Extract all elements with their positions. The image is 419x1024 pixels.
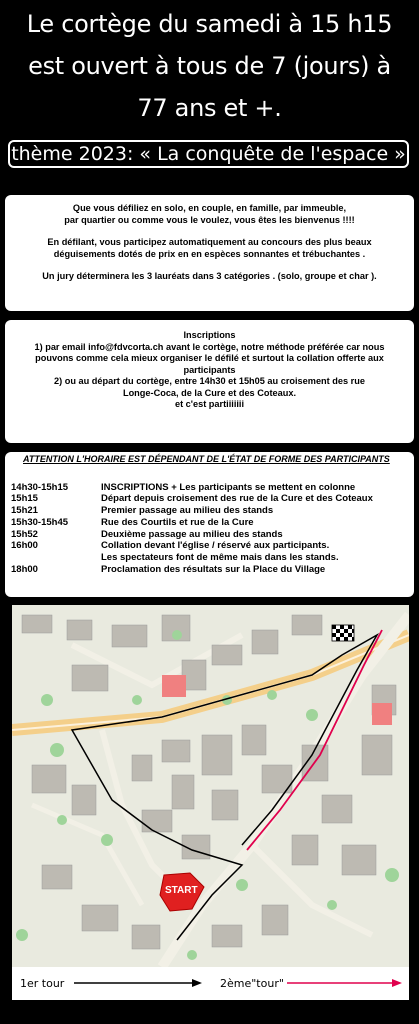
legend-tour-2: 2ème"tour" xyxy=(220,977,284,990)
inscriptions-box xyxy=(5,320,414,443)
title-line-3: 77 ans et +. xyxy=(137,94,282,122)
schedule-desc: Départ depuis croisement des rue de la Cure et des Coteaux xyxy=(101,493,373,505)
schedule-desc: Les spectateurs font de même mais dans les stands. xyxy=(101,552,339,564)
schedule-time xyxy=(11,552,101,564)
schedule-box xyxy=(5,452,414,597)
schedule-desc: Collation devant l'église / réservé aux participants. xyxy=(101,540,330,552)
schedule-desc: Premier passage au milieu des stands xyxy=(101,505,274,517)
schedule-time: 15h21 xyxy=(11,505,38,517)
legend-tour-1: 1er tour xyxy=(20,977,65,990)
schedule-time: 16h00 xyxy=(11,540,38,552)
schedule-row xyxy=(11,517,408,529)
page-title xyxy=(0,0,419,130)
schedule-list xyxy=(11,482,408,576)
schedule-row xyxy=(11,505,408,517)
schedule-desc: Rue des Courtils et rue de la Cure xyxy=(101,516,254,528)
schedule-row xyxy=(11,540,408,552)
schedule-desc: Proclamation des résultats sur la Place du Village xyxy=(101,564,326,576)
inscriptions-heading: Inscriptions xyxy=(183,330,236,340)
intro-box xyxy=(5,195,414,311)
schedule-row xyxy=(11,564,408,576)
route-map-graphic xyxy=(12,605,409,967)
theme-banner: thème 2023: « La conquête de l'espace » xyxy=(8,140,409,168)
schedule-row xyxy=(11,493,408,505)
schedule-time: 14h30-15h15 xyxy=(11,481,69,493)
route-legend xyxy=(12,967,409,1000)
inscriptions-text: 1) par email info@fdvcorta.ch avant le cortège, notre méthode préférée car nous xyxy=(34,341,385,352)
title-line-2: est ouvert à tous de 7 (jours) à xyxy=(28,52,391,80)
intro-text: Que vous défiliez en solo, en couple, en famille, par immeuble, xyxy=(72,203,347,213)
schedule-time: 15h52 xyxy=(11,528,38,540)
intro-text: déguisements dotés de prix en en espèces sonnantes et trébuchantes . xyxy=(53,248,366,259)
inscriptions-text: participants xyxy=(183,364,236,375)
schedule-row xyxy=(11,552,408,564)
start-label: START xyxy=(165,885,198,896)
schedule-time: 18h00 xyxy=(11,564,38,576)
route-map xyxy=(12,605,409,967)
schedule-row xyxy=(11,529,408,541)
intro-text: par quartier ou comme vous le voulez, vous êtes les bienvenus !!!! xyxy=(64,214,355,225)
inscriptions-text: Longe-Coca, de la Cure et des Coteaux. xyxy=(122,387,297,398)
inscriptions-text: pouvons comme cela mieux organiser le défilé et surtout la collation offerte aux xyxy=(35,353,384,363)
schedule-desc: Deuxième passage au milieu des stands xyxy=(101,528,283,540)
inscriptions-text: 2) ou au départ du cortège, entre 14h30 et 15h05 au croisement des rue xyxy=(54,376,365,386)
schedule-time: 15h15 xyxy=(11,493,38,505)
intro-text: Un jury déterminera les 3 lauréats dans 3 catégories . (solo, groupe et char ). xyxy=(42,271,377,281)
schedule-row xyxy=(11,482,408,494)
intro-text: En défilant, vous participez automatiquement au concours des plus beaux xyxy=(47,237,372,247)
title-line-1: Le cortège du samedi à 15 h15 xyxy=(26,10,393,38)
schedule-warning: ATTENTION L'HORAIRE EST DÉPENDANT DE L'ÉTAT DE FORME DES PARTICIPANTS xyxy=(23,454,390,464)
schedule-desc: INSCRIPTIONS + Les participants se mettent en colonne xyxy=(101,481,356,493)
inscriptions-text: et c'est partiiiiiii xyxy=(174,399,245,409)
schedule-time: 15h30-15h45 xyxy=(11,516,69,528)
